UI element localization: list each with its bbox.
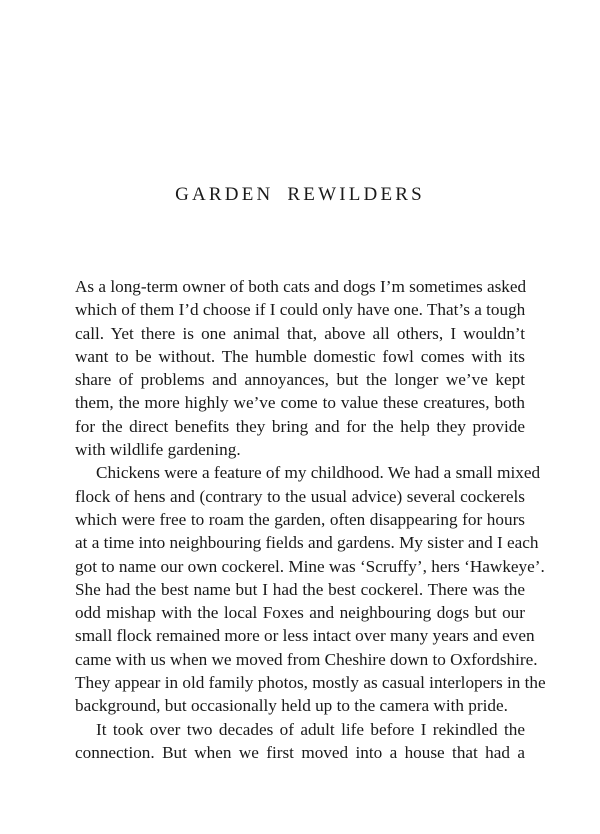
paragraph-2 (75, 461, 546, 717)
chapter-title: GARDEN REWILDERS (175, 184, 425, 205)
paragraph-1 (75, 275, 525, 461)
text-line: got to name our own cockerel. Mine was ‘Scruffy’, hers ‘Hawkeye’. (75, 556, 545, 576)
text-line: which of them I’d choose if I could only have one. That’s a tough (75, 300, 526, 320)
text-line: flock of hens and (contrary to the usual advice) several cockerels (75, 486, 525, 506)
text-line: came with us when we moved from Cheshire down to Oxfordshire. (75, 649, 538, 669)
text-line: background, but occasionally held up to the camera with pride. (75, 696, 508, 716)
text-line: They appear in old family photos, mostly as casual interlopers in the (75, 673, 546, 693)
paragraph-3 (75, 718, 525, 765)
text-line: share of problems and annoyances, but the longer we’ve kept (75, 370, 525, 390)
text-line: As a long-term owner of both cats and dogs I’m sometimes asked (75, 277, 527, 296)
text-line: It took over two decades of adult life before I rekindled the (96, 719, 525, 739)
text-line: call. Yet there is one animal that, above all others, I wouldn’t (75, 323, 525, 343)
text-line: which were free to roam the garden, often disappearing for hours (75, 509, 525, 529)
text-line: want to be without. The humble domestic fowl comes with its (75, 346, 525, 366)
text-line: for the direct benefits they bring and for the help they provide (75, 416, 525, 436)
text-line: with wildlife gardening. (75, 440, 241, 460)
text-line: small flock remained more or less intact over many years and even (75, 626, 535, 646)
text-line: at a time into neighbouring fields and gardens. My sister and I each (75, 533, 539, 553)
text-line: them, the more highly we’ve come to value these creatures, both (75, 393, 525, 413)
text-line: She had the best name but I had the best cockerel. There was the (75, 579, 525, 599)
body-text (75, 275, 546, 764)
text-line: connection. But when we first moved into a house that had a (75, 742, 525, 762)
text-line: Chickens were a feature of my childhood. We had a small mixed (96, 463, 541, 483)
text-line: odd mishap with the local Foxes and neighbouring dogs but our (75, 603, 525, 623)
